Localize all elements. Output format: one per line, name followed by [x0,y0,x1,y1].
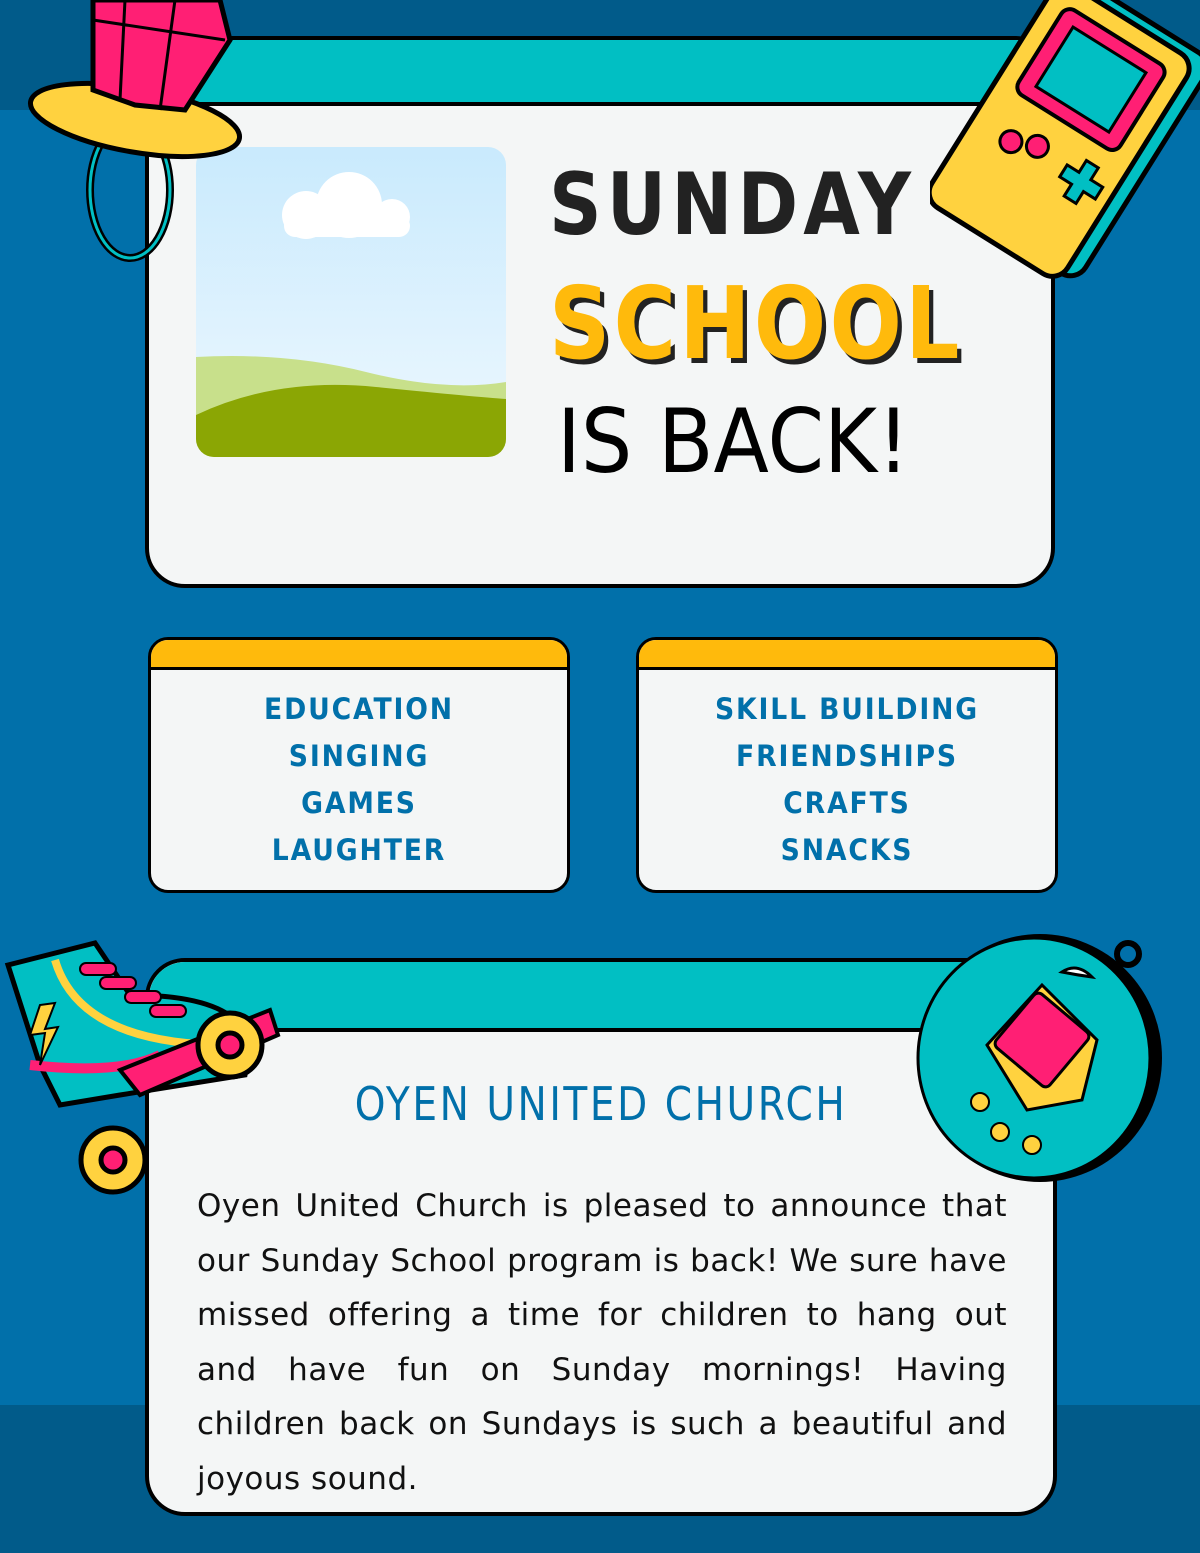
activities-card-right [636,637,1058,893]
hero-card-header [149,40,1051,106]
activity-item: SINGING [288,739,430,773]
activity-item: EDUCATION [264,692,454,726]
activity-item: FRIENDSHIPS [736,739,958,773]
activities-card-left [148,637,570,893]
activity-item: LAUGHTER [271,833,447,867]
ring-pop-icon [25,0,250,265]
title-sunday: SUNDAY [549,155,916,255]
announcement-text: Oyen United Church is pleased to announce that our Sunday School program is back! We sure have missed offering a time for children to hang out and have fun on Sunday mornings! Having children back on Sundays is such a beautiful and joyous sound. [197,1188,1007,1497]
title-school: SCHOOL [549,265,963,382]
roller-skate-icon [0,935,285,1200]
hero-card [145,36,1055,588]
church-name: OYEN UNITED CHURCH [354,1077,848,1131]
activity-item: GAMES [301,786,417,820]
activity-item: SNACKS [780,833,914,867]
activity-item: SKILL BUILDING [714,692,980,726]
title-is-back: IS BACK! [557,390,910,493]
tamagotchi-icon [912,930,1167,1185]
card-header [151,640,567,670]
card-header [639,640,1055,670]
game-console-icon [930,0,1200,285]
activity-item: CRAFTS [783,786,911,820]
